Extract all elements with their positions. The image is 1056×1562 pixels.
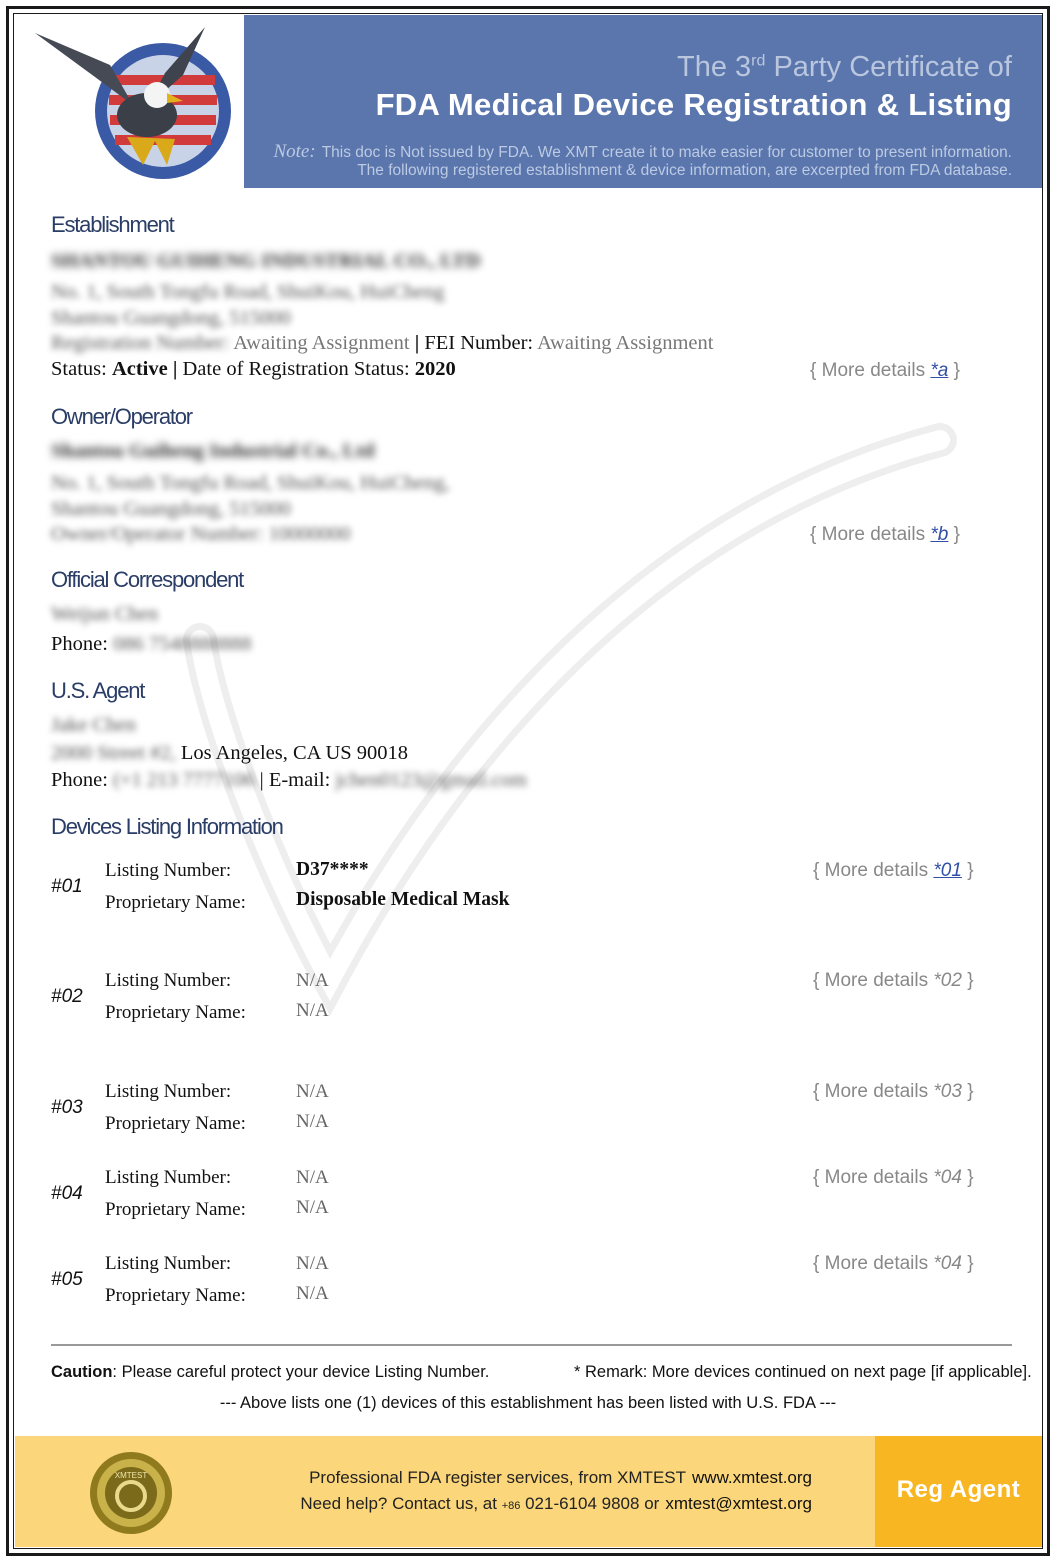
- remark-note: * Remark: More devices continued on next page [if applicable].: [574, 1363, 1032, 1381]
- establishment-heading: Establishment: [51, 212, 174, 237]
- device-number: #02: [51, 986, 83, 1007]
- device-number: #05: [51, 1269, 83, 1290]
- owner-number: Owner/Operator Number: 10000000: [51, 523, 351, 545]
- listing-number-label: Listing Number:: [105, 860, 232, 881]
- footer-contact-line: Need help? Contact us, at +86 021-6104 9808 or xmtest@xmtest.org: [300, 1494, 812, 1513]
- devices-listing-heading: Devices Listing Information: [51, 814, 283, 839]
- reg-agent-label: Reg Agent: [896, 1476, 1021, 1503]
- more-details-04-link[interactable]: { More details *04 }: [813, 1167, 974, 1188]
- certificate-title: FDA Medical Device Registration & Listing: [375, 87, 1012, 122]
- footer-services-line: Professional FDA register services, from XMTEST www.xmtest.org: [309, 1468, 812, 1487]
- website-link[interactable]: www.xmtest.org: [692, 1468, 812, 1487]
- proprietary-name-value: N/A: [296, 1197, 329, 1218]
- listing-number-label: Listing Number:: [105, 1081, 232, 1102]
- footer-band: [15, 1436, 1042, 1547]
- reg-agent-badge: [875, 1436, 1042, 1547]
- correspondent-name: Weijun Chen: [51, 603, 159, 625]
- more-details-05-link[interactable]: { More details *04 }: [813, 1253, 974, 1274]
- listing-number-value: N/A: [296, 1253, 329, 1274]
- xmtest-seal-icon: [88, 1450, 174, 1536]
- device-number: #03: [51, 1097, 83, 1118]
- eagle-icon: [15, 15, 243, 188]
- svg-text:XMTEST: XMTEST: [114, 1471, 148, 1480]
- checkmark-watermark-icon: [180, 410, 980, 1030]
- establishment-name: SHANTOU GUIHENG INDUSTRIAL CO., LTD: [51, 250, 481, 272]
- establishment-address-2: Shantou Guangdong, 515000: [51, 307, 291, 329]
- proprietary-name-value: N/A: [296, 1283, 329, 1304]
- listing-summary: --- Above lists one (1) devices of this establishment has been listed with U.S. FDA ---: [219, 1394, 837, 1412]
- more-details-b-link[interactable]: { More details *b }: [810, 524, 960, 545]
- certificate-subtitle: The 3rd Party Certificate of: [677, 51, 1012, 83]
- listing-number-value: N/A: [296, 1167, 329, 1188]
- more-details-02-link[interactable]: { More details *02 }: [813, 970, 974, 991]
- divider: [51, 1344, 1012, 1346]
- more-details-a-link[interactable]: { More details *a }: [810, 360, 960, 381]
- listing-number-value: N/A: [296, 1081, 329, 1102]
- proprietary-name-label: Proprietary Name:: [105, 1285, 246, 1306]
- more-details-01-link[interactable]: { More details *01 }: [813, 860, 974, 881]
- owner-name: Shantou Guiheng Industrial Co., Ltd: [51, 440, 375, 462]
- more-details-03-link[interactable]: { More details *03 }: [813, 1081, 974, 1102]
- proprietary-name-value: N/A: [296, 1000, 329, 1021]
- agent-contact: Phone: (+1 213 7777106 | E-mail: jchen0123@gmail.com: [51, 769, 527, 791]
- owner-address-2: Shantou Guangdong, 515000: [51, 498, 291, 520]
- owner-address-1: No. 1, South Tongfu Road, ShuiKou, HuiCheng,: [51, 472, 450, 494]
- proprietary-name-value: N/A: [296, 1111, 329, 1132]
- agent-name: Jake Chen: [51, 714, 136, 736]
- correspondent-phone: Phone: 086 7548888888: [51, 633, 252, 655]
- proprietary-name-label: Proprietary Name:: [105, 1002, 246, 1023]
- proprietary-name-label: Proprietary Name:: [105, 1199, 246, 1220]
- header-note: Note: This doc is Not issued by FDA. We XMT create it to make easier for customer to present information. The following registered establishment & device information, are excerpted from FDA database.: [273, 141, 1012, 179]
- proprietary-name-label: Proprietary Name:: [105, 892, 246, 913]
- establishment-address-1: No. 1, South Tongfu Road, ShuiKou, HuiCheng: [51, 281, 445, 303]
- listing-number-label: Listing Number:: [105, 1167, 232, 1188]
- listing-number-label: Listing Number:: [105, 1253, 232, 1274]
- listing-number-value: D37****: [296, 859, 369, 880]
- us-agent-heading: U.S. Agent: [51, 678, 145, 703]
- listing-number-label: Listing Number:: [105, 970, 232, 991]
- establishment-registration-line: Registration Number: Awaiting Assignment | FEI Number: Awaiting Assignment: [51, 332, 714, 354]
- device-number: #01: [51, 876, 83, 897]
- listing-number-value: N/A: [296, 970, 329, 991]
- proprietary-name-value: Disposable Medical Mask: [296, 889, 510, 910]
- device-number: #04: [51, 1183, 83, 1204]
- establishment-status-line: Status: Active | Date of Registration Status: 2020: [51, 358, 456, 380]
- header-band: [244, 15, 1042, 188]
- caution-note: Caution: Please careful protect your device Listing Number.: [51, 1363, 490, 1381]
- proprietary-name-label: Proprietary Name:: [105, 1113, 246, 1134]
- email-link[interactable]: xmtest@xmtest.org: [665, 1494, 812, 1513]
- owner-operator-heading: Owner/Operator: [51, 404, 192, 429]
- eagle-logo: [15, 15, 243, 188]
- agent-address: 2000 Street #2, Los Angeles, CA US 90018: [51, 742, 409, 764]
- official-correspondent-heading: Official Correspondent: [51, 567, 244, 592]
